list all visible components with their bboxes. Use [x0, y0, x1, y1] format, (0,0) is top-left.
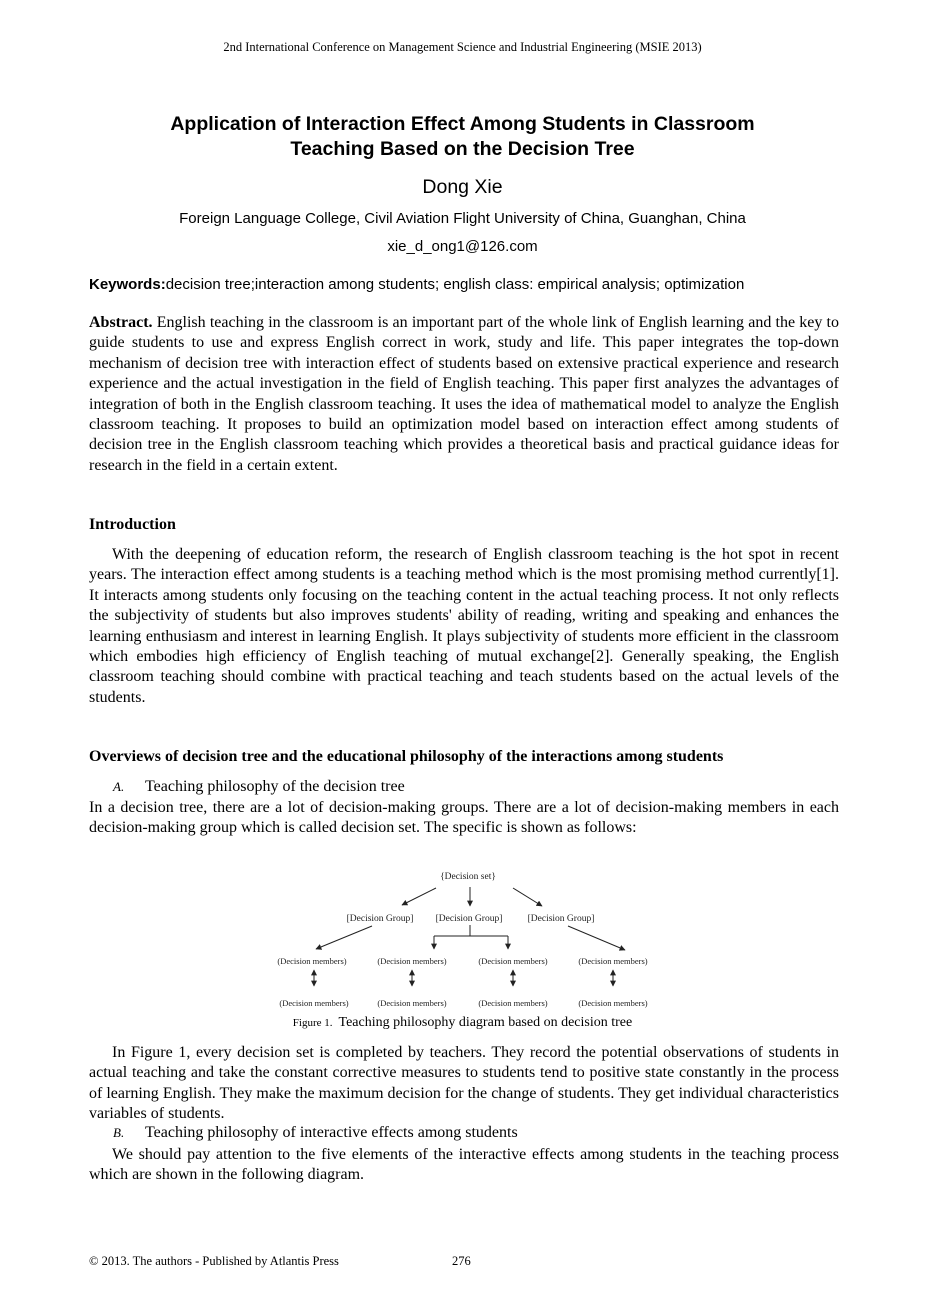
subsection-a-paragraph: In a decision tree, there are a lot of decision-making groups. There are a lot of decision-making members in each decision-making group which is called decision set. The specific is shown as follows:	[89, 799, 839, 837]
member-node-r2-2: (Decision members)	[377, 998, 447, 1008]
member-node-r2-1: (Decision members)	[279, 998, 349, 1008]
arrow-group3-members4	[568, 926, 625, 950]
introduction-heading: Introduction	[89, 516, 176, 533]
arrow-root-group1	[402, 888, 436, 905]
overview-heading: Overviews of decision tree and the educational philosophy of the interactions among students	[89, 748, 724, 765]
root-node	[440, 872, 496, 882]
abstract	[89, 313, 839, 476]
root-label: Decision set	[444, 872, 492, 882]
arrow-group1-members1	[316, 926, 372, 949]
group-label-3: Decision Group	[530, 914, 592, 924]
keywords-line	[89, 276, 849, 293]
after-figure-paragraph: In Figure 1, every decision set is completed by teachers. They record the potential observations of students in actual teaching and take the constant corrective measures to students tend to positive state constantly in the process of learning English. They make the maximum decision for the change of students. They get individual characteristics variables of students.	[89, 1044, 839, 1123]
member-label-r2-2: Decision members	[380, 998, 444, 1008]
figure-caption-text: Teaching philosophy diagram based on decision tree	[338, 1015, 633, 1030]
introduction-paragraph: With the deepening of education reform, the research of English classroom teaching is the hot spot in recent years. The interaction effect among students is a teaching method which is the most promising method currently[1]. It interacts among students only focusing on the teaching content in the actual teaching process. It not only reflects the subjectivity of students but also improves students' ability of reading, writing and speaking and enhances the learning enthusiasm and interest in learning English. It plays subjectivity of students more efficient in the classroom which embodies high efficiency of English teaching of mutual exchange[2]. Generally speaking, the English classroom teaching should combine with practical teaching and teach students based on the actual levels of the students.	[89, 546, 839, 706]
member-node-r1-4: (Decision members)	[578, 956, 648, 966]
subsection-b-title: Teaching philosophy of interactive effects among students	[145, 1124, 518, 1141]
subsection-b-heading	[113, 1124, 518, 1142]
member-label-r2-4: Decision members	[581, 998, 645, 1008]
abstract-label: Abstract.	[89, 314, 153, 331]
subsection-a-heading	[113, 778, 405, 796]
arrow-root-group3	[513, 888, 542, 906]
paper-title	[90, 112, 835, 162]
keywords-text: decision tree;interaction among students; english class: empirical analysis; optimization	[165, 276, 745, 293]
page-number: 276	[452, 1254, 471, 1268]
group-node-2: [Decision Group]	[435, 914, 503, 924]
figure-caption-label: Figure 1.	[292, 1017, 333, 1029]
group-label-2: Decision Group	[438, 914, 500, 924]
root-brace-left: {	[440, 872, 445, 882]
member-node-r1-1: (Decision members)	[277, 956, 347, 966]
subsection-b-label: B.	[113, 1125, 125, 1140]
group-node-3: [Decision Group]	[527, 914, 595, 924]
member-label-r1-2: Decision members	[380, 956, 444, 966]
member-node-r2-4: (Decision members)	[578, 998, 648, 1008]
title-line-2: Teaching Based on the Decision Tree	[290, 138, 635, 160]
member-label-r1-3: Decision members	[481, 956, 545, 966]
title-line-1: Application of Interaction Effect Among Students in Classroom	[170, 113, 755, 135]
group-node-1: [Decision Group]	[346, 914, 414, 924]
abstract-text: English teaching in the classroom is an important part of the whole link of English learning and the key to guide students to use and express English correct in work, study and life. This paper integrates the top-down mechanism of decision tree with interaction effect of students based on extensive practical experience and research experience and the actual investigation in the field of English teaching. This paper first analyzes the advantages of integration of both in the English classroom teaching. It uses the idea of mathematical model to analyze the English classroom teaching. It proposes to build an optimization model based on interaction effect among students of decision tree in the English classroom teaching which provides a theoretical basis and practical guidance ideas for research in the field in a certain extent.	[89, 314, 839, 474]
group-label-1: Decision Group	[349, 914, 411, 924]
author-affiliation: Foreign Language College, Civil Aviation Flight University of China, Guanghan, China	[179, 210, 746, 227]
subsection-b-paragraph: We should pay attention to the five elements of the interactive effects among students in the teaching process which are shown in the following diagram.	[89, 1146, 839, 1184]
member-label-r1-1: Decision members	[280, 956, 344, 966]
member-label-r1-4: Decision members	[581, 956, 645, 966]
decision-tree-diagram	[262, 858, 662, 1008]
member-label-r2-1: Decision members	[282, 998, 346, 1008]
keywords-label: Keywords:	[89, 276, 166, 293]
conference-header: 2nd International Conference on Management Science and Industrial Engineering (MSIE 2013)	[223, 40, 702, 54]
author-email: xie_d_ong1@126.com	[387, 238, 538, 255]
subsection-a-label: A.	[113, 779, 125, 794]
figure-caption	[0, 1015, 925, 1031]
member-node-r1-2: (Decision members)	[377, 956, 447, 966]
member-node-r1-3: (Decision members)	[478, 956, 548, 966]
member-label-r2-3: Decision members	[481, 998, 545, 1008]
footer-copyright: © 2013. The authors - Published by Atlantis Press	[89, 1254, 339, 1268]
member-node-r2-3: (Decision members)	[478, 998, 548, 1008]
subsection-a-title: Teaching philosophy of the decision tree	[145, 778, 405, 795]
root-brace-right: }	[491, 872, 496, 882]
author-name: Dong Xie	[422, 176, 503, 198]
